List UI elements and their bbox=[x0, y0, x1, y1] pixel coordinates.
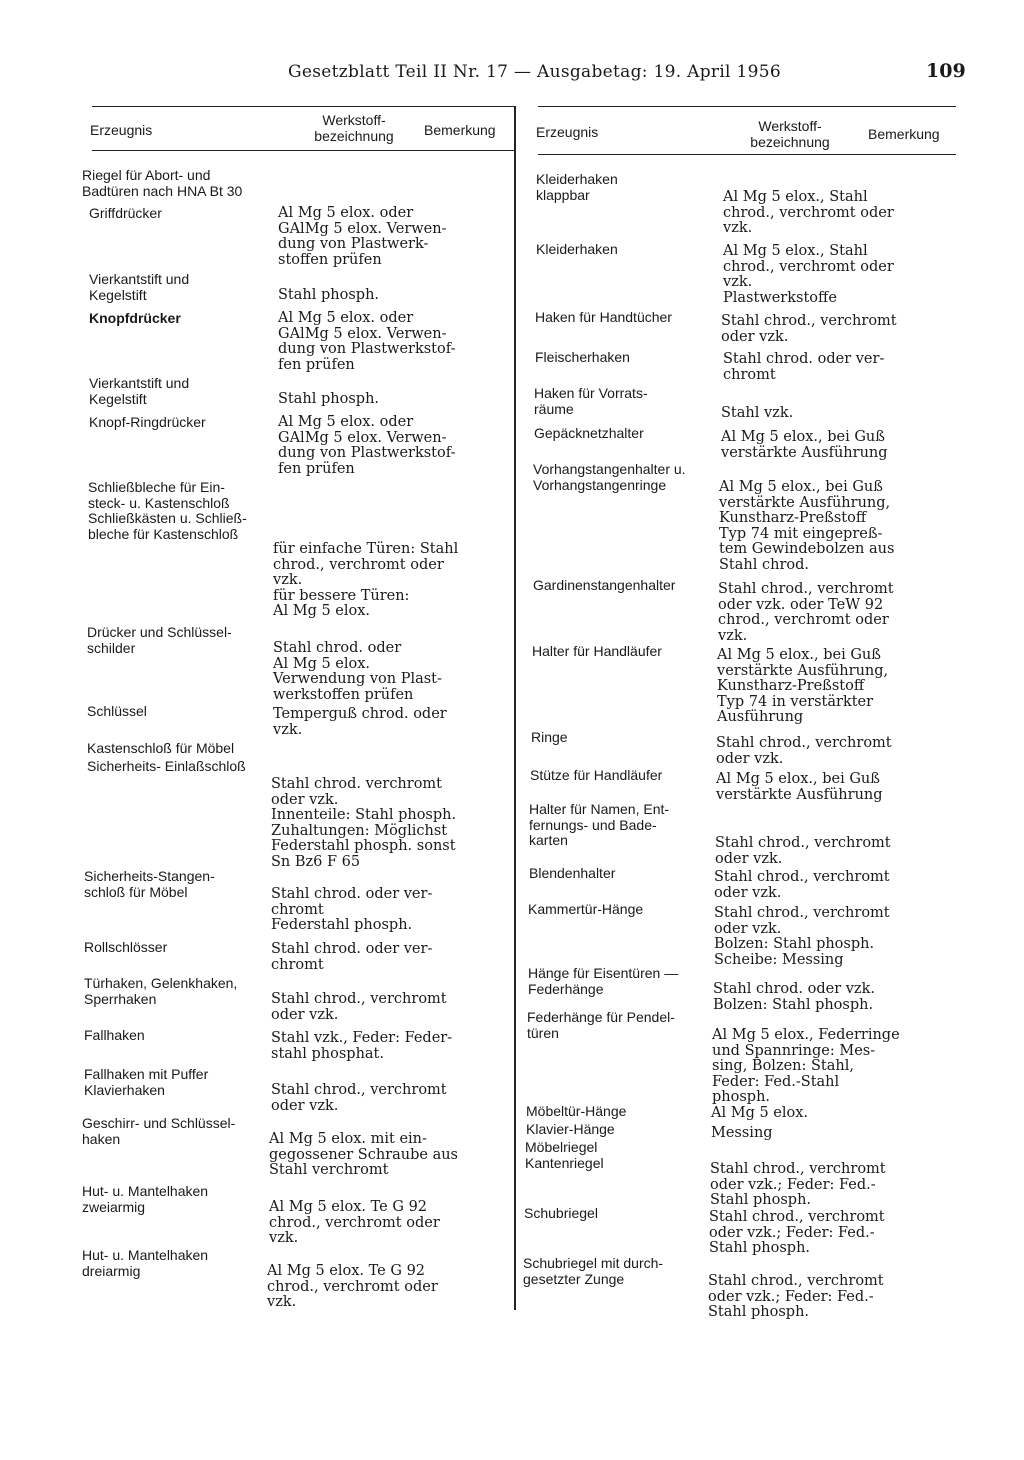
product-cell: Fallhaken bbox=[84, 1027, 145, 1043]
page-header bbox=[0, 60, 1024, 90]
material-cell: Stahl chrod., verchromt oder vzk. bbox=[716, 735, 892, 767]
material-cell: Al Mg 5 elox. Te G 92 chrod., verchromt oder vzk. bbox=[267, 1263, 438, 1311]
column-header-material: Werkstoff- bezeichnung bbox=[314, 112, 394, 144]
material-cell: Stahl chrod. verchromt oder vzk. Innenteile: Stahl phosph. Zuhaltungen: Möglichst Federstahl phosph. sonst Sn Bz6 F 65 bbox=[271, 776, 457, 870]
material-cell: Al Mg 5 elox., bei Guß verstärkte Ausführung bbox=[721, 429, 888, 461]
material-cell: Al Mg 5 elox., bei Guß verstärkte Ausführung, Kunstharz-Preßstoff Typ 74 in verstärkter Ausführung bbox=[717, 647, 889, 726]
table-header-rule bbox=[92, 150, 514, 151]
material-cell: Stahl phosph. bbox=[278, 287, 380, 303]
material-cell: Stahl chrod., verchromt oder vzk. bbox=[715, 835, 891, 867]
material-cell: Al Mg 5 elox. bbox=[711, 1105, 809, 1121]
material-cell: Stahl chrod., verchromt oder vzk.; Feder: Fed.- Stahl phosph. bbox=[710, 1161, 886, 1209]
product-cell: Halter für Handläufer bbox=[532, 643, 662, 659]
product-cell: Vorhangstangenhalter u. Vorhangstangenringe bbox=[533, 461, 686, 493]
product-cell: Fallhaken mit Puffer Klavierhaken bbox=[84, 1066, 209, 1098]
product-cell: Kammertür-Hänge bbox=[528, 901, 644, 917]
product-cell: Möbeltür-Hänge bbox=[526, 1103, 627, 1119]
table-header-rule bbox=[538, 154, 956, 155]
material-cell: Stahl chrod. oder ver- chromt bbox=[723, 351, 885, 383]
material-cell: Al Mg 5 elox., bei Guß verstärkte Ausführung bbox=[716, 771, 883, 803]
material-cell: für einfache Türen: Stahl chrod., verchromt oder vzk. für bessere Türen: Al Mg 5 elox. bbox=[273, 541, 459, 620]
material-cell: Stahl chrod. oder Al Mg 5 elox. Verwendung von Plast- werkstoffen prüfen bbox=[273, 640, 442, 703]
material-cell: Stahl chrod., verchromt oder vzk. bbox=[271, 991, 447, 1023]
product-cell: Möbelriegel Kantenriegel bbox=[525, 1139, 604, 1171]
product-cell: Gardinenstangenhalter bbox=[533, 577, 676, 593]
material-cell: Stahl chrod. oder ver- chromt Federstahl phosph. bbox=[271, 886, 433, 934]
product-cell: Hänge für Eisentüren — Federhänge bbox=[528, 965, 679, 997]
product-cell: Sicherheits- Einlaßschloß bbox=[87, 758, 246, 774]
table-header bbox=[520, 106, 956, 152]
material-cell: Stahl chrod., verchromt oder vzk.; Feder: Fed.- Stahl phosph. bbox=[709, 1209, 885, 1257]
column-divider bbox=[514, 106, 516, 1310]
material-cell: Stahl chrod. oder vzk. Bolzen: Stahl phosph. bbox=[713, 981, 875, 1013]
product-cell: Geschirr- und Schlüssel- haken bbox=[82, 1115, 236, 1147]
column-header-product: Erzeugnis bbox=[536, 124, 599, 140]
material-cell: Al Mg 5 elox. Te G 92 chrod., verchromt oder vzk. bbox=[269, 1199, 440, 1247]
material-cell: Al Mg 5 elox. mit ein- gegossener Schraube aus Stahl verchromt bbox=[269, 1131, 459, 1179]
material-cell: Al Mg 5 elox. oder GAlMg 5 elox. Verwen- dung von Plastwerkstof- fen prüfen bbox=[278, 310, 456, 373]
product-cell: Klavier-Hänge bbox=[526, 1121, 615, 1137]
product-cell: Knopf-Ringdrücker bbox=[89, 414, 206, 430]
product-cell: Stütze für Handläufer bbox=[530, 767, 663, 783]
product-cell: Drücker und Schlüssel- schilder bbox=[87, 624, 232, 656]
material-cell: Al Mg 5 elox., Federringe und Spannringe: Mes- sing, Bolzen: Stahl, Feder: Fed.-Stahl phosph. bbox=[712, 1027, 900, 1106]
product-cell: Schlüssel bbox=[87, 703, 147, 719]
material-cell: Messing bbox=[711, 1125, 773, 1141]
material-cell: Temperguß chrod. oder vzk. bbox=[273, 706, 447, 738]
product-cell: Ringe bbox=[531, 729, 568, 745]
running-header: Gesetzblatt Teil II Nr. 17 — Ausgabetag: 19. April 1956 bbox=[288, 62, 781, 82]
product-cell: Blendenhalter bbox=[529, 865, 616, 881]
material-cell: Stahl chrod., verchromt oder vzk.; Feder: Fed.- Stahl phosph. bbox=[708, 1273, 884, 1321]
product-cell: Vierkantstift und Kegelstift bbox=[89, 271, 190, 303]
material-cell: Al Mg 5 elox. oder GAlMg 5 elox. Verwen- dung von Plastwerk- stoffen prüfen bbox=[278, 205, 447, 268]
material-cell: Stahl chrod., verchromt oder vzk. bbox=[721, 313, 897, 345]
product-cell: Kastenschloß für Möbel bbox=[87, 740, 235, 756]
material-cell: Stahl chrod., verchromt oder vzk. bbox=[271, 1082, 447, 1114]
product-cell: Kleiderhaken bbox=[536, 241, 618, 257]
product-cell: Türhaken, Gelenkhaken, Sperrhaken bbox=[84, 975, 238, 1007]
column-header-remark: Bemerkung bbox=[424, 122, 496, 138]
page-number: 109 bbox=[926, 60, 966, 82]
column-header-product: Erzeugnis bbox=[90, 122, 153, 138]
material-cell: Al Mg 5 elox., Stahl chrod., verchromt oder vzk. bbox=[723, 189, 894, 237]
table-header bbox=[82, 106, 514, 152]
product-cell: Gepäcknetzhalter bbox=[534, 425, 644, 441]
product-cell: Schließbleche für Ein- steck- u. Kastenschloß Schließkästen u. Schließ- bleche für Kastenschloß bbox=[88, 479, 247, 542]
material-cell: Stahl chrod., verchromt oder vzk. bbox=[714, 869, 890, 901]
product-cell: Haken für Vorrats- räume bbox=[534, 385, 648, 417]
material-cell: Stahl vzk., Feder: Feder- stahl phosphat. bbox=[271, 1030, 453, 1062]
product-cell: Vierkantstift und Kegelstift bbox=[89, 375, 190, 407]
material-cell: Stahl chrod., verchromt oder vzk. Bolzen: Stahl phosph. Scheibe: Messing bbox=[714, 905, 890, 968]
material-cell: Stahl chrod., verchromt oder vzk. oder TeW 92 chrod., verchromt oder vzk. bbox=[718, 581, 894, 644]
material-cell: Al Mg 5 elox. oder GAlMg 5 elox. Verwen- dung von Plastwerkstof- fen prüfen bbox=[278, 414, 456, 477]
material-cell: Al Mg 5 elox., bei Guß verstärkte Ausführung, Kunstharz-Preßstoff Typ 74 mit eingepreß- tem Gewindebolzen aus Stahl chrod. bbox=[719, 479, 895, 573]
material-cell: Al Mg 5 elox., Stahl chrod., verchromt oder vzk. Plastwerkstoffe bbox=[723, 243, 894, 306]
product-cell: Kleiderhaken klappbar bbox=[536, 171, 618, 203]
product-cell: Federhänge für Pendel- türen bbox=[527, 1009, 675, 1041]
product-cell: Schubriegel mit durch- gesetzter Zunge bbox=[523, 1255, 664, 1287]
column-header-remark: Bemerkung bbox=[868, 126, 940, 142]
product-cell: Riegel für Abort- und Badtüren nach HNA Bt 30 bbox=[82, 167, 243, 199]
product-cell: Rollschlösser bbox=[84, 939, 168, 955]
material-cell: Stahl phosph. bbox=[278, 391, 380, 407]
product-cell: Halter für Namen, Ent- fernungs- und Bade- karten bbox=[529, 801, 670, 849]
material-cell: Stahl vzk. bbox=[721, 405, 794, 421]
product-cell: Hut- u. Mantelhaken dreiarmig bbox=[82, 1247, 209, 1279]
product-cell: Haken für Handtücher bbox=[535, 309, 672, 325]
column-header-material: Werkstoff- bezeichnung bbox=[750, 118, 830, 150]
product-cell: Knopfdrücker bbox=[89, 310, 181, 326]
product-cell: Hut- u. Mantelhaken zweiarmig bbox=[82, 1183, 209, 1215]
material-cell: Stahl chrod. oder ver- chromt bbox=[271, 941, 433, 973]
product-cell: Sicherheits-Stangen- schloß für Möbel bbox=[84, 868, 215, 900]
product-cell: Griffdrücker bbox=[89, 205, 162, 221]
product-cell: Schubriegel bbox=[524, 1205, 598, 1221]
product-cell: Fleischerhaken bbox=[535, 349, 630, 365]
